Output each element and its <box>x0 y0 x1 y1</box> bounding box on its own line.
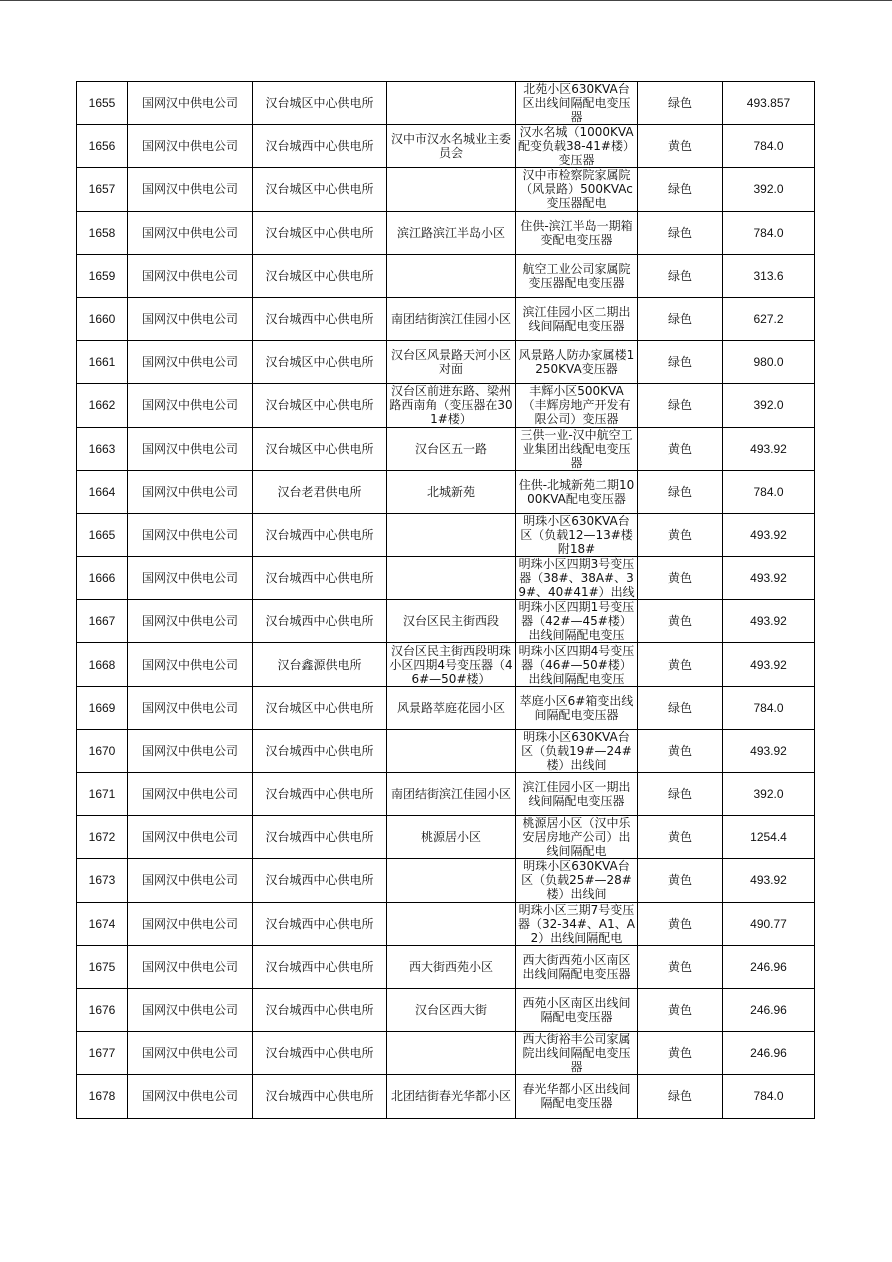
cell-company: 国网汉中供电公司 <box>128 1032 253 1075</box>
cell-company: 国网汉中供电公司 <box>128 211 253 254</box>
cell-location <box>387 168 516 211</box>
cell-number: 1665 <box>77 513 128 556</box>
cell-station: 汉台城西中心供电所 <box>253 773 387 816</box>
cell-color: 黄色 <box>638 513 723 556</box>
cell-company: 国网汉中供电公司 <box>128 945 253 988</box>
table-row <box>77 82 815 125</box>
table-row <box>77 297 815 340</box>
cell-equipment: 桃源居小区（汉中乐安居房地产公司）出线间隔配电 <box>516 816 638 859</box>
cell-equipment: 住供-滨江半岛一期箱变配电变压器 <box>516 211 638 254</box>
cell-equipment: 明珠小区四期4号变压器（46#—50#楼）出线间隔配电变压 <box>516 643 638 686</box>
cell-value: 493.92 <box>723 513 815 556</box>
cell-color: 绿色 <box>638 254 723 297</box>
table-row <box>77 341 815 384</box>
cell-station: 汉台城西中心供电所 <box>253 1075 387 1118</box>
page-top-rule <box>0 0 892 1</box>
cell-color: 黄色 <box>638 125 723 168</box>
cell-location: 北城新苑 <box>387 470 516 513</box>
cell-station: 汉台城西中心供电所 <box>253 600 387 643</box>
cell-company: 国网汉中供电公司 <box>128 988 253 1031</box>
table-row <box>77 816 815 859</box>
cell-value: 246.96 <box>723 945 815 988</box>
cell-value: 313.6 <box>723 254 815 297</box>
cell-color: 绿色 <box>638 470 723 513</box>
cell-station: 汉台城区中心供电所 <box>253 82 387 125</box>
cell-station: 汉台城西中心供电所 <box>253 902 387 945</box>
cell-location <box>387 729 516 772</box>
cell-value: 493.92 <box>723 600 815 643</box>
table-row <box>77 988 815 1031</box>
cell-location: 北团结街春光华都小区 <box>387 1075 516 1118</box>
cell-equipment: 风景路人防办家属楼1250KVA变压器 <box>516 341 638 384</box>
cell-station: 汉台城西中心供电所 <box>253 988 387 1031</box>
cell-company: 国网汉中供电公司 <box>128 557 253 600</box>
cell-value: 493.92 <box>723 427 815 470</box>
table-row <box>77 643 815 686</box>
table-row <box>77 1075 815 1118</box>
cell-color: 绿色 <box>638 773 723 816</box>
cell-company: 国网汉中供电公司 <box>128 168 253 211</box>
cell-company: 国网汉中供电公司 <box>128 1075 253 1118</box>
cell-company: 国网汉中供电公司 <box>128 816 253 859</box>
cell-number: 1666 <box>77 557 128 600</box>
cell-value: 627.2 <box>723 297 815 340</box>
cell-location: 汉台区民主街西段 <box>387 600 516 643</box>
cell-value: 1254.4 <box>723 816 815 859</box>
cell-equipment: 北苑小区630KVA台区出线间隔配电变压器 <box>516 82 638 125</box>
cell-color: 黄色 <box>638 945 723 988</box>
cell-value: 493.92 <box>723 859 815 902</box>
cell-location: 桃源居小区 <box>387 816 516 859</box>
cell-value: 392.0 <box>723 168 815 211</box>
cell-location: 南团结街滨江佳园小区 <box>387 773 516 816</box>
cell-station: 汉台城区中心供电所 <box>253 384 387 427</box>
table-row <box>77 384 815 427</box>
cell-color: 绿色 <box>638 168 723 211</box>
cell-station: 汉台城西中心供电所 <box>253 945 387 988</box>
cell-location: 滨江路滨江半岛小区 <box>387 211 516 254</box>
cell-station: 汉台城西中心供电所 <box>253 1032 387 1075</box>
cell-number: 1675 <box>77 945 128 988</box>
cell-station: 汉台城西中心供电所 <box>253 557 387 600</box>
cell-equipment: 明珠小区630KVA台区（负载25#—28#楼）出线间 <box>516 859 638 902</box>
cell-number: 1671 <box>77 773 128 816</box>
cell-equipment: 航空工业公司家属院变压器配电变压器 <box>516 254 638 297</box>
table-row <box>77 773 815 816</box>
cell-company: 国网汉中供电公司 <box>128 125 253 168</box>
cell-equipment: 丰辉小区500KVA（丰辉房地产开发有限公司）变压器 <box>516 384 638 427</box>
cell-equipment: 三供一业-汉中航空工业集团出线配电变压器 <box>516 427 638 470</box>
cell-color: 黄色 <box>638 643 723 686</box>
cell-location <box>387 557 516 600</box>
table-row <box>77 729 815 772</box>
data-table <box>76 81 815 1119</box>
cell-color: 黄色 <box>638 557 723 600</box>
table-row <box>77 427 815 470</box>
cell-company: 国网汉中供电公司 <box>128 341 253 384</box>
cell-location: 汉台区风景路天河小区对面 <box>387 341 516 384</box>
cell-color: 黄色 <box>638 859 723 902</box>
cell-company: 国网汉中供电公司 <box>128 513 253 556</box>
cell-location <box>387 82 516 125</box>
cell-equipment: 明珠小区630KVA台区（负载19#—24#楼）出线间 <box>516 729 638 772</box>
cell-value: 490.77 <box>723 902 815 945</box>
cell-number: 1659 <box>77 254 128 297</box>
cell-equipment: 滨江佳园小区一期出线间隔配电变压器 <box>516 773 638 816</box>
cell-value: 784.0 <box>723 470 815 513</box>
cell-number: 1660 <box>77 297 128 340</box>
cell-number: 1658 <box>77 211 128 254</box>
table-row <box>77 168 815 211</box>
table-row <box>77 470 815 513</box>
cell-equipment: 西苑小区南区出线间隔配电变压器 <box>516 988 638 1031</box>
cell-value: 493.857 <box>723 82 815 125</box>
cell-station: 汉台城西中心供电所 <box>253 859 387 902</box>
cell-company: 国网汉中供电公司 <box>128 427 253 470</box>
cell-equipment: 住供-北城新苑二期1000KVA配电变压器 <box>516 470 638 513</box>
cell-station: 汉台城区中心供电所 <box>253 254 387 297</box>
cell-color: 黄色 <box>638 988 723 1031</box>
cell-color: 黄色 <box>638 816 723 859</box>
cell-color: 绿色 <box>638 1075 723 1118</box>
cell-color: 绿色 <box>638 686 723 729</box>
cell-location: 汉台区五一路 <box>387 427 516 470</box>
cell-station: 汉台城西中心供电所 <box>253 816 387 859</box>
cell-location <box>387 513 516 556</box>
cell-location: 南团结街滨江佳园小区 <box>387 297 516 340</box>
cell-company: 国网汉中供电公司 <box>128 729 253 772</box>
cell-value: 493.92 <box>723 557 815 600</box>
cell-color: 黄色 <box>638 600 723 643</box>
cell-color: 绿色 <box>638 297 723 340</box>
cell-number: 1664 <box>77 470 128 513</box>
table-row <box>77 557 815 600</box>
cell-color: 黄色 <box>638 729 723 772</box>
cell-number: 1677 <box>77 1032 128 1075</box>
cell-location: 汉台区西大街 <box>387 988 516 1031</box>
table-row <box>77 902 815 945</box>
cell-color: 黄色 <box>638 1032 723 1075</box>
cell-number: 1656 <box>77 125 128 168</box>
cell-company: 国网汉中供电公司 <box>128 600 253 643</box>
cell-equipment: 明珠小区630KVA台区（负载12—13#楼附18# <box>516 513 638 556</box>
cell-company: 国网汉中供电公司 <box>128 859 253 902</box>
cell-location <box>387 1032 516 1075</box>
cell-color: 黄色 <box>638 427 723 470</box>
cell-number: 1663 <box>77 427 128 470</box>
table-body <box>77 82 815 1119</box>
cell-location: 汉台区前进东路、梁州路西南角（变压器在301#楼） <box>387 384 516 427</box>
cell-color: 绿色 <box>638 384 723 427</box>
cell-location <box>387 254 516 297</box>
cell-equipment: 明珠小区三期7号变压器（32-34#、A1、A2）出线间隔配电 <box>516 902 638 945</box>
cell-color: 绿色 <box>638 211 723 254</box>
cell-value: 784.0 <box>723 686 815 729</box>
table-row <box>77 211 815 254</box>
cell-equipment: 萃庭小区6#箱变出线间隔配电变压器 <box>516 686 638 729</box>
cell-station: 汉台鑫源供电所 <box>253 643 387 686</box>
cell-value: 493.92 <box>723 729 815 772</box>
table-row <box>77 125 815 168</box>
cell-number: 1678 <box>77 1075 128 1118</box>
cell-color: 绿色 <box>638 82 723 125</box>
cell-equipment: 汉水名城（1000KVA配变负载38-41#楼）变压器 <box>516 125 638 168</box>
cell-equipment: 汉中市检察院家属院（风景路）500KVAc变压器配电 <box>516 168 638 211</box>
cell-equipment: 明珠小区四期1号变压器（42#—45#楼）出线间隔配电变压 <box>516 600 638 643</box>
cell-station: 汉台城区中心供电所 <box>253 427 387 470</box>
table-row <box>77 859 815 902</box>
cell-location: 风景路萃庭花园小区 <box>387 686 516 729</box>
cell-company: 国网汉中供电公司 <box>128 643 253 686</box>
cell-value: 493.92 <box>723 643 815 686</box>
cell-value: 246.96 <box>723 1032 815 1075</box>
cell-company: 国网汉中供电公司 <box>128 902 253 945</box>
cell-company: 国网汉中供电公司 <box>128 82 253 125</box>
cell-number: 1668 <box>77 643 128 686</box>
cell-value: 784.0 <box>723 125 815 168</box>
cell-station: 汉台城区中心供电所 <box>253 168 387 211</box>
cell-station: 汉台城区中心供电所 <box>253 341 387 384</box>
cell-station: 汉台城西中心供电所 <box>253 297 387 340</box>
cell-company: 国网汉中供电公司 <box>128 384 253 427</box>
cell-location: 西大街西苑小区 <box>387 945 516 988</box>
cell-company: 国网汉中供电公司 <box>128 686 253 729</box>
cell-equipment: 滨江佳园小区二期出线间隔配电变压器 <box>516 297 638 340</box>
cell-value: 392.0 <box>723 773 815 816</box>
cell-number: 1655 <box>77 82 128 125</box>
cell-number: 1661 <box>77 341 128 384</box>
cell-number: 1673 <box>77 859 128 902</box>
cell-location: 汉中市汉水名城业主委员会 <box>387 125 516 168</box>
table-row <box>77 1032 815 1075</box>
cell-value: 392.0 <box>723 384 815 427</box>
cell-station: 汉台城区中心供电所 <box>253 211 387 254</box>
cell-station: 汉台城区中心供电所 <box>253 686 387 729</box>
cell-location <box>387 902 516 945</box>
cell-station: 汉台城西中心供电所 <box>253 125 387 168</box>
cell-station: 汉台城西中心供电所 <box>253 729 387 772</box>
table-row <box>77 945 815 988</box>
cell-number: 1667 <box>77 600 128 643</box>
cell-company: 国网汉中供电公司 <box>128 470 253 513</box>
cell-number: 1672 <box>77 816 128 859</box>
cell-company: 国网汉中供电公司 <box>128 254 253 297</box>
cell-equipment: 春光华都小区出线间隔配电变压器 <box>516 1075 638 1118</box>
cell-value: 980.0 <box>723 341 815 384</box>
table-row <box>77 600 815 643</box>
table-row <box>77 686 815 729</box>
table-row <box>77 254 815 297</box>
cell-company: 国网汉中供电公司 <box>128 773 253 816</box>
cell-value: 246.96 <box>723 988 815 1031</box>
cell-number: 1662 <box>77 384 128 427</box>
cell-equipment: 明珠小区四期3号变压器（38#、38A#、39#、40#41#）出线 <box>516 557 638 600</box>
cell-location: 汉台区民主街西段明珠小区四期4号变压器（46#—50#楼） <box>387 643 516 686</box>
cell-number: 1670 <box>77 729 128 772</box>
table-row <box>77 513 815 556</box>
cell-company: 国网汉中供电公司 <box>128 297 253 340</box>
cell-value: 784.0 <box>723 211 815 254</box>
cell-value: 784.0 <box>723 1075 815 1118</box>
cell-station: 汉台老君供电所 <box>253 470 387 513</box>
cell-number: 1676 <box>77 988 128 1031</box>
cell-color: 黄色 <box>638 902 723 945</box>
cell-color: 绿色 <box>638 341 723 384</box>
cell-number: 1674 <box>77 902 128 945</box>
cell-equipment: 西大街西苑小区南区出线间隔配电变压器 <box>516 945 638 988</box>
cell-number: 1669 <box>77 686 128 729</box>
cell-equipment: 西大街裕丰公司家属院出线间隔配电变压器 <box>516 1032 638 1075</box>
cell-number: 1657 <box>77 168 128 211</box>
cell-location <box>387 859 516 902</box>
cell-station: 汉台城西中心供电所 <box>253 513 387 556</box>
